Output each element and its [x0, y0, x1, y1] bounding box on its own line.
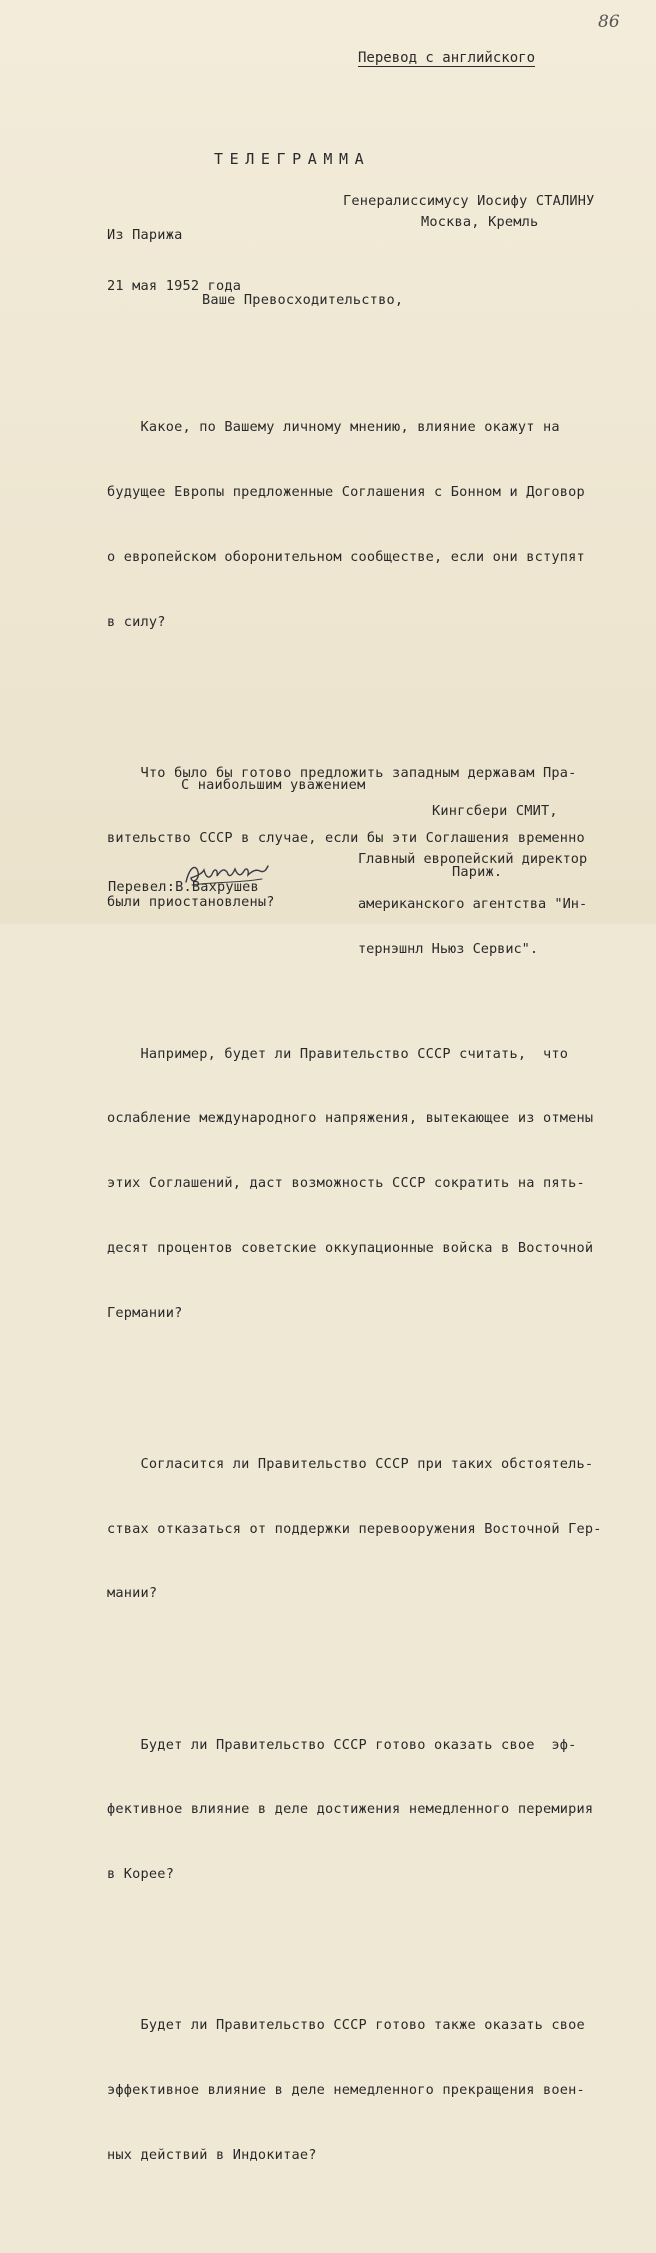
paragraph — [107, 1411, 602, 1649]
recipient-name: Генералиссимусу Иосифу СТАЛИНУ — [343, 193, 595, 209]
text-line: Будет ли Правительство СССР готово также оказать свое — [107, 2017, 585, 2034]
text-line: мании? — [107, 1585, 158, 1602]
text-line: Что было бы готово предложить западным державам Пра- — [107, 764, 577, 781]
text-line: Германии? — [107, 1304, 183, 1321]
sender-date: 21 мая 1952 года — [107, 278, 242, 294]
signatory-place: Париж. — [452, 864, 503, 880]
text-line: десят процентов советские оккупационные войска в Восточной — [107, 1239, 594, 1256]
paragraph — [107, 1972, 602, 2210]
signatory-title — [358, 822, 587, 987]
translation-note: Перевод с английского — [358, 50, 536, 66]
text-line: Будет ли Правительство СССР готово оказать свое эф- — [107, 1736, 577, 1753]
text-line: ных действий в Индокитае? — [107, 2146, 317, 2163]
document-title: ТЕЛЕГРАММА — [214, 150, 371, 168]
text-line: Например, будет ли Правительство СССР считать, что — [107, 1045, 569, 1062]
text-line: Согласится ли Правительство СССР при таких обстоятель- — [107, 1455, 594, 1472]
signatory-name: Кингсбери СМИТ, — [432, 803, 558, 819]
translator-line: Перевел:В.Вахрушев — [108, 879, 259, 895]
text-line: Какое, по Вашему личному мнению, влияние окажут на — [107, 419, 560, 436]
signatory-title-line: Главный европейский директор — [358, 851, 588, 867]
paragraph — [107, 374, 602, 676]
text-line: в Корее? — [107, 1866, 175, 1883]
text-line: вительство СССР в случае, если бы эти Соглашения временно — [107, 829, 585, 846]
signatory-title-line: американского агентства "Ин- — [358, 896, 588, 912]
text-line: фективное влияние в деле достижения немедленного перемирия — [107, 1801, 594, 1818]
text-line: в силу? — [107, 613, 166, 630]
recipient-address: Москва, Кремль — [421, 214, 539, 230]
text-line: были приостановлены? — [107, 894, 275, 911]
text-line: о европейском оборонительном сообществе, если они вступят — [107, 548, 585, 565]
signatory-title-line: тернэшнл Ньюз Сервис". — [358, 941, 539, 957]
text-line: ствах отказаться от поддержки перевооружения Восточной Гер- — [107, 1520, 602, 1537]
paragraph — [107, 1000, 602, 1367]
salutation: Ваше Превосходительство, — [202, 292, 404, 308]
text-line: ослабление международного напряжения, вытекающее из отмены — [107, 1110, 594, 1127]
closing: С наибольшим уважением — [181, 777, 366, 793]
text-line: этих Соглашений, даст возможность СССР сократить на пять- — [107, 1175, 585, 1192]
text-line: эффективное влияние в деле немедленного прекращения воен- — [107, 2082, 585, 2099]
paragraph — [107, 1691, 602, 1929]
sender-block — [107, 193, 241, 329]
page-number: 86 — [598, 12, 620, 32]
sender-place: Из Парижа — [107, 227, 183, 243]
text-line: будущее Европы предложенные Соглашения с Бонном и Договор — [107, 484, 585, 501]
letter-body — [107, 331, 602, 2253]
